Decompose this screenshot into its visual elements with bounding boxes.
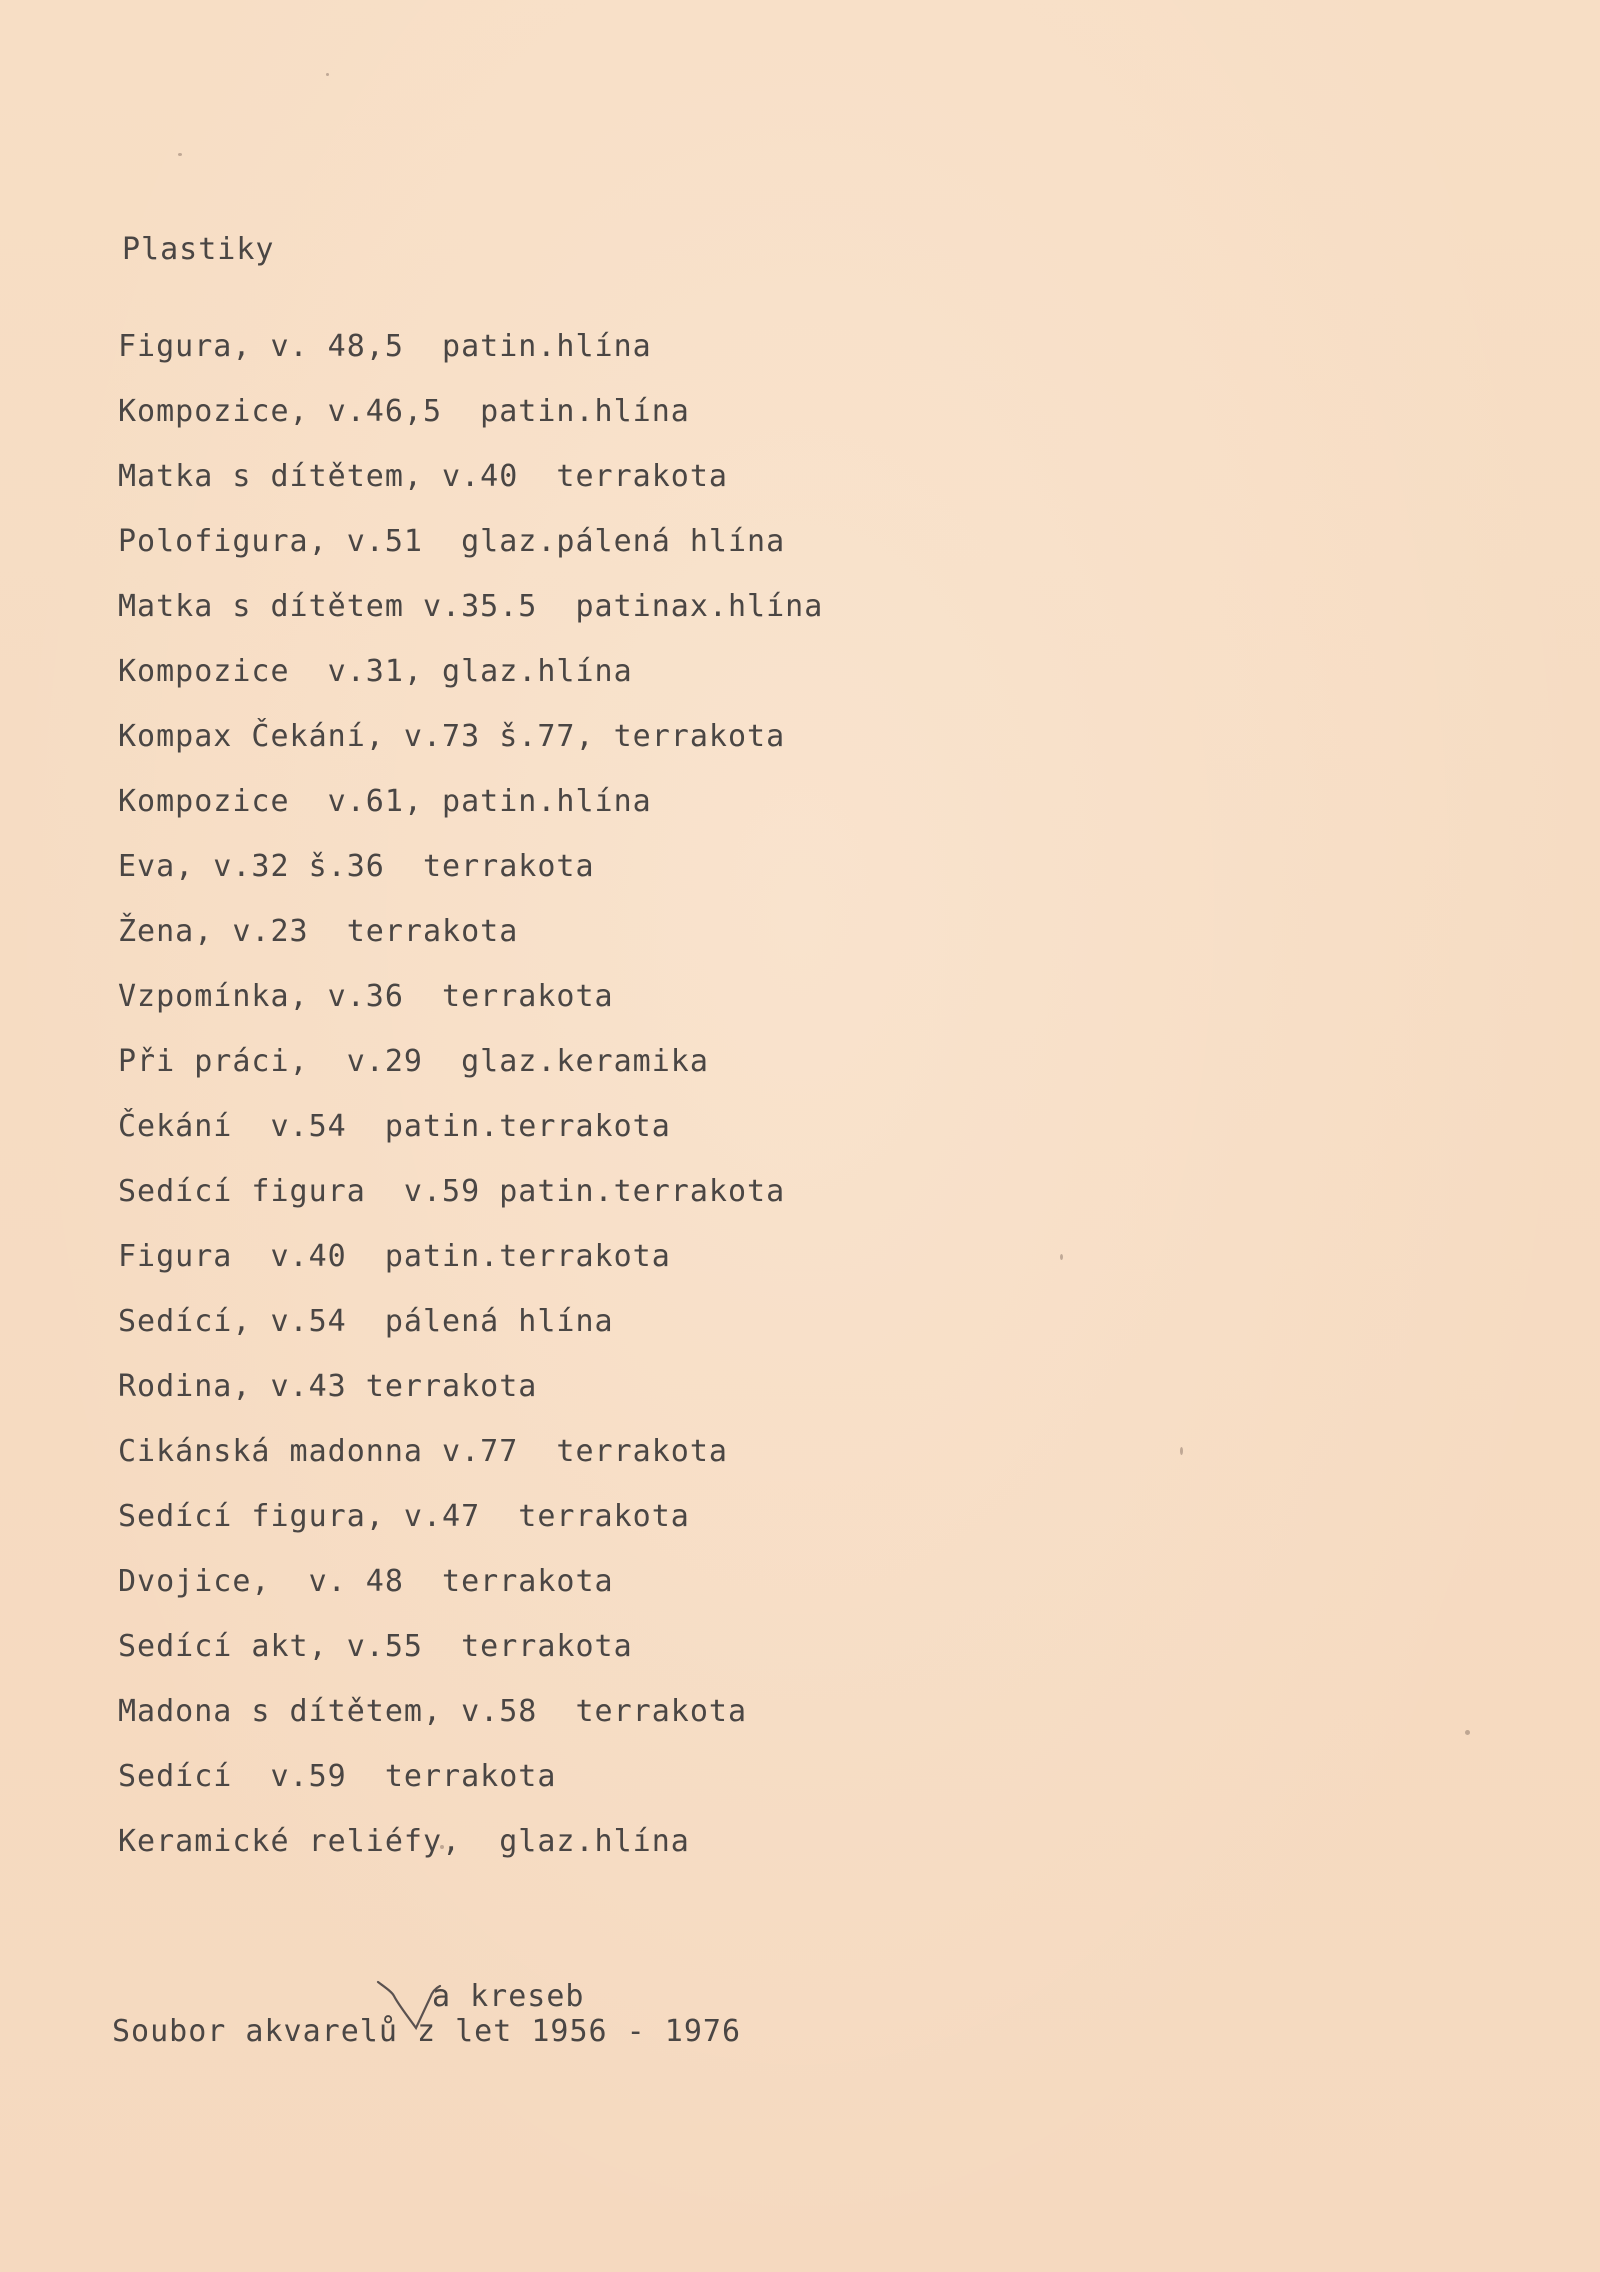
list-item: Sedící akt, v.55 terrakota	[118, 1629, 633, 1664]
footer-line: Soubor akvarelů z let 1956 - 1976	[112, 2014, 742, 2049]
sculpture-list	[118, 327, 823, 1887]
list-item: Rodina, v.43 terrakota	[118, 1369, 538, 1404]
list-item: Kompozice v.61, patin.hlína	[118, 784, 652, 819]
paper-speck	[1060, 1254, 1063, 1260]
list-item: Madona s dítětem, v.58 terrakota	[118, 1694, 748, 1729]
list-item: Matka s dítětem, v.40 terrakota	[118, 459, 728, 494]
list-item: Sedící figura v.59 patin.terrakota	[118, 1174, 786, 1209]
list-item: Polofigura, v.51 glaz.pálená hlína	[118, 524, 786, 559]
paper-speck	[440, 1845, 444, 1849]
list-item: Figura, v. 48,5 patin.hlína	[118, 329, 652, 364]
paper-speck	[326, 73, 329, 76]
paper-speck	[1180, 1447, 1183, 1455]
list-item: Cikánská madonna v.77 terrakota	[118, 1434, 728, 1469]
list-item: Figura v.40 patin.terrakota	[118, 1239, 671, 1274]
handwritten-insertion: a kreseb	[432, 1979, 585, 2014]
list-item: Keramické reliéfy, glaz.hlína	[118, 1824, 690, 1859]
list-item: Žena, v.23 terrakota	[118, 914, 519, 949]
list-item: Při práci, v.29 glaz.keramika	[118, 1044, 709, 1079]
list-item: Sedící v.59 terrakota	[118, 1759, 557, 1794]
list-item: Sedící figura, v.47 terrakota	[118, 1499, 690, 1534]
heading: Plastiky	[122, 232, 275, 267]
paper-speck	[178, 153, 182, 156]
paper-speck	[1465, 1730, 1470, 1735]
list-item: Eva, v.32 š.36 terrakota	[118, 849, 595, 884]
list-item: Vzpomínka, v.36 terrakota	[118, 979, 614, 1014]
list-item: Čekání v.54 patin.terrakota	[118, 1109, 671, 1144]
list-item: Kompax Čekání, v.73 š.77, terrakota	[118, 719, 786, 754]
list-item: Kompozice v.31, glaz.hlína	[118, 654, 633, 689]
list-item: Dvojice, v. 48 terrakota	[118, 1564, 614, 1599]
list-item: Sedící, v.54 pálená hlína	[118, 1304, 614, 1339]
list-item: Kompozice, v.46,5 patin.hlína	[118, 394, 690, 429]
list-item: Matka s dítětem v.35.5 patinax.hlína	[118, 589, 824, 624]
